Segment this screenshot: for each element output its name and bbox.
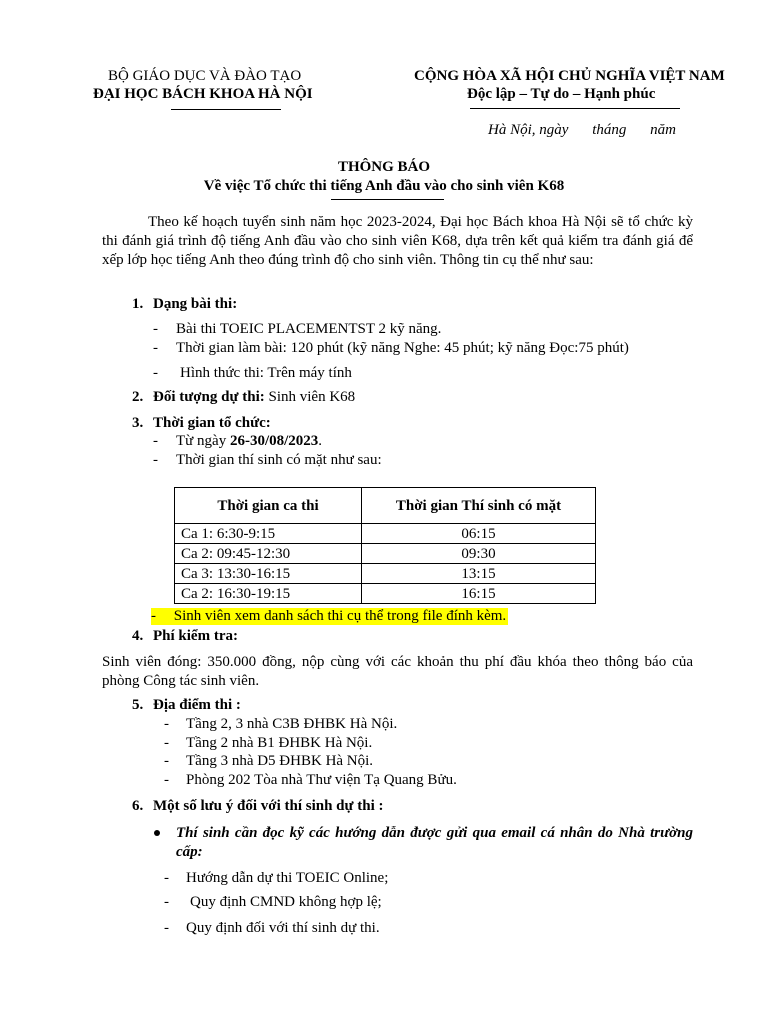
section-5-title: Địa điểm thi : [153,697,241,713]
list-item [176,433,322,450]
list-item: Tầng 3 nhà D5 ĐHBK Hà Nội. [186,753,374,769]
section-4-number: 4. [132,628,144,644]
dash: - [153,365,158,381]
table-row [175,564,596,584]
list-item: Thời gian làm bài: 120 phút (kỹ năng Nghe: 45 phút; kỹ năng Đọc:75 phút) [176,340,629,356]
section-6-number: 6. [132,798,144,814]
list-item: Bài thi TOEIC PLACEMENTST 2 kỹ năng. [176,321,442,337]
date-year: năm [650,122,676,138]
table-cell: 06:15 [362,524,596,544]
section-6-title: Một số lưu ý đối với thí sinh dự thi : [153,798,384,814]
table-cell: Ca 2: 09:45-12:30 [175,544,362,564]
list-item: Tầng 2 nhà B1 ĐHBK Hà Nội. [186,735,373,751]
exam-dates: 26-30/08/2023 [229,433,319,449]
date-suffix: . [318,433,323,449]
section-3-number: 3. [132,415,144,431]
list-item: Hình thức thi: Trên máy tính [180,365,352,381]
ministry-name: BỘ GIÁO DỤC VÀ ĐÀO TẠO [108,68,302,84]
fee-paragraph: Sinh viên đóng: 350.000 đồng, nộp cùng với các khoản thu phí đầu khóa theo thông báo của phòng Công tác sinh viên. [102,654,693,689]
section-2-value: Sinh viên K68 [268,389,356,405]
table-cell: Ca 3: 13:30-16:15 [175,564,362,584]
document-title: THÔNG BÁO [337,159,431,175]
table-header-row [175,488,596,524]
list-item: Phòng 202 Tòa nhà Thư viện Tạ Quang Bửu. [186,772,457,788]
table-cell: 13:15 [362,564,596,584]
country-motto: Độc lập – Tự do – Hạnh phúc [467,86,656,102]
date-city: Hà Nội, [488,122,536,138]
country-name: CỘNG HÒA XÃ HỘI CHỦ NGHĨA VIỆT NAM [414,68,725,84]
dash: - [164,753,169,769]
list-item: Quy định đối với thí sinh dự thi. [186,920,380,936]
table-header: Thời gian Thí sinh có mặt [362,488,596,524]
subtitle-underline [331,199,444,200]
section-1-number: 1. [132,296,144,312]
document-subtitle: Về việc Tổ chức thi tiếng Anh đầu vào cho sinh viên K68 [203,178,565,194]
dash: - [153,452,158,468]
table-cell: 09:30 [362,544,596,564]
section-1-title: Dạng bài thi: [153,296,238,312]
dash: - [164,735,169,751]
schedule-table [174,487,596,604]
table-cell: Ca 2: 16:30-19:15 [175,584,362,604]
note-highlight [151,608,508,625]
dash: - [153,433,158,449]
section-2-number: 2. [132,389,144,405]
dash: - [164,894,169,910]
list-item: Tầng 2, 3 nhà C3B ĐHBK Hà Nội. [186,716,398,732]
dash: - [164,870,169,886]
list-item: Thời gian thí sinh có mặt như sau: [176,452,382,468]
dash: - [164,772,169,788]
date-place [488,122,676,139]
list-item: Hướng dẫn dự thi TOEIC Online; [186,870,389,886]
university-name: ĐẠI HỌC BÁCH KHOA HÀ NỘI [93,86,313,102]
dash: - [164,920,169,936]
table-cell: 16:15 [362,584,596,604]
date-prefix: Từ ngày [176,433,227,449]
bullet-dot-icon [154,830,160,836]
section-2-line [153,389,355,406]
table-row [175,584,596,604]
dash: - [153,340,158,356]
list-item: Quy định CMND không hợp lệ; [190,894,382,910]
table-row [175,524,596,544]
date-month: tháng [592,122,627,138]
dash: - [153,321,158,337]
table-header: Thời gian ca thi [175,488,362,524]
intro-paragraph: Theo kế hoạch tuyển sinh năm học 2023-2024, Đại học Bách khoa Hà Nội sẽ tổ chức kỳ thi đánh giá trình độ tiếng Anh đầu vào cho sinh viên K68, dựa trên kết quả kiểm tra đánh giá để xếp lớp học tiếng Anh theo đúng trình độ cho sinh viên. Thông tin cụ thể như sau: [102,214,693,268]
dash: - [164,716,169,732]
section-5-number: 5. [132,697,144,713]
table-row [175,544,596,564]
header-left-underline [171,109,281,110]
header-right-underline [470,108,680,109]
attachment-note: Sinh viên xem danh sách thi cụ thể trong file đính kèm. [173,608,507,624]
section-2-title: Đối tượng dự thi: [153,389,265,405]
email-instructions: Thí sinh cần đọc kỹ các hướng dẫn được gửi qua email cá nhân do Nhà trường cấp: [176,825,693,860]
dash: - [151,608,156,624]
date-day: ngày [539,122,569,138]
table-cell: Ca 1: 6:30-9:15 [175,524,362,544]
section-3-title: Thời gian tổ chức: [153,415,271,431]
section-4-title: Phí kiểm tra: [153,628,238,644]
